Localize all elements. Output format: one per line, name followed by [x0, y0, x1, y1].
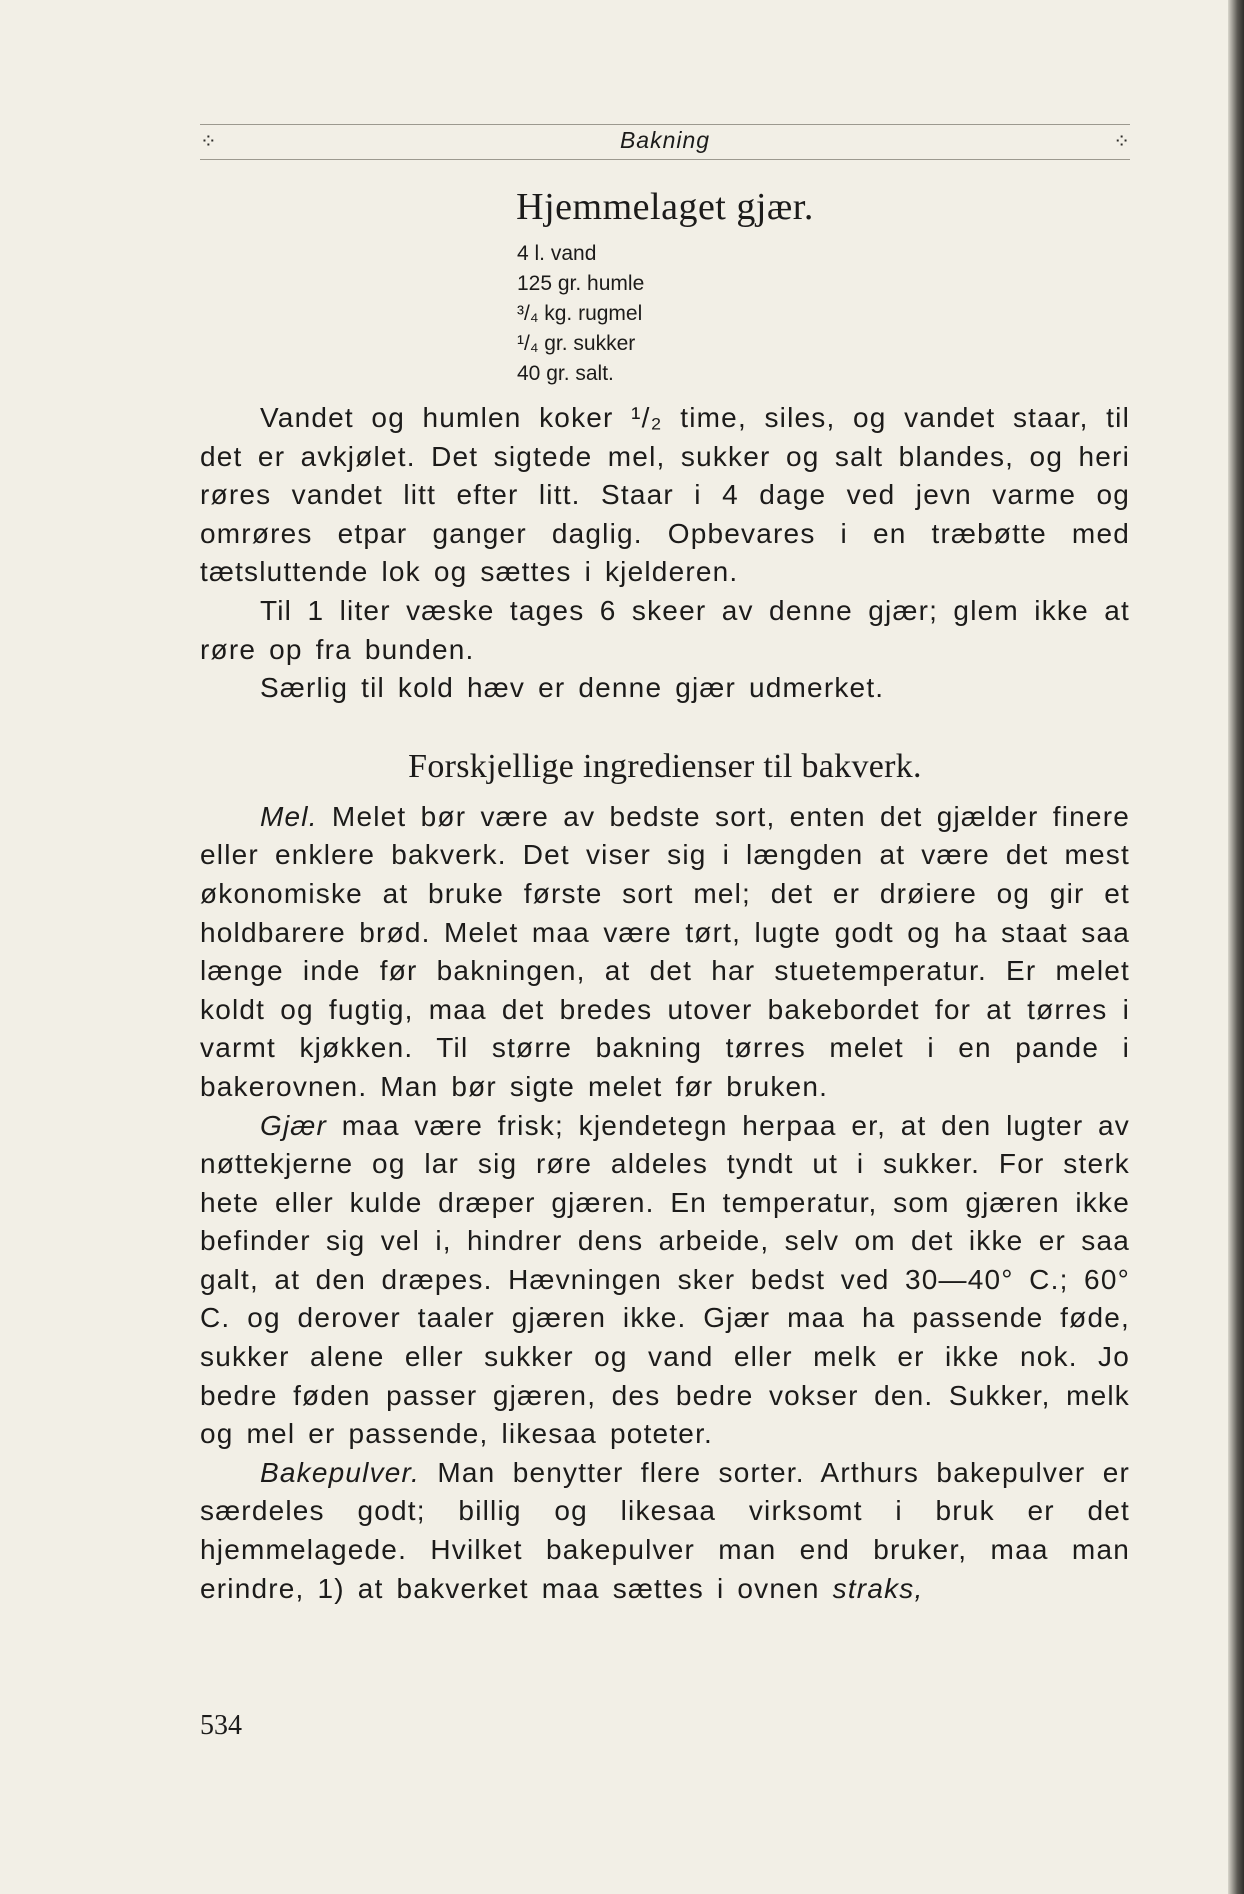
- paragraph-lead: Mel.: [260, 800, 318, 832]
- paragraph-lead: Gjær: [260, 1109, 328, 1141]
- running-head: [200, 124, 1130, 160]
- paragraph: Særlig til kold hæv er denne gjær udmerket.: [260, 672, 885, 704]
- page-number: 534: [200, 1710, 242, 1741]
- section-title-homemade-yeast: Hjemmelaget gjær.: [516, 186, 814, 228]
- paragraph: Vandet og humlen koker ¹/₂ time, siles, og vandet staar, til det er avkjølet. Det sigtede mel, sukker og salt blandes, og heri røres vandet litt efter litt. Staar i 4 dage ved jevn varme og omrøres etpar ganger daglig. Opbevares i en træbøtte med tætsluttende lok og sættes i kjelderen.: [200, 402, 1130, 588]
- ornament-left-icon: ⁘: [200, 129, 217, 153]
- paragraph-bakepulver: [200, 1454, 1130, 1608]
- paragraph-text: maa være frisk; kjendetegn herpaa er, at den lugter av nøttekjerne og lar sig røre aldeles tyndt ut i sukker. For sterk hete eller kulde dræper gjæren. En temperatur, som gjæren ikke befinder sig vel i, hindrer dens arbeide, selv om det ikke er saa galt, at den dræpes. Hævningen sker bedst ved 30—40° C.; 60° C. og derover taaler gjæren ikke. Gjær maa ha passende føde, sukker alene eller sukker og vand eller melk er ikke nok. Jo bedre føden passer gjæren, des bedre vokser den. Sukker, melk og mel er passende, likesaa poteter.: [200, 1109, 1130, 1450]
- page-content: [200, 185, 1130, 1608]
- ingredient-item: 125 gr. humle: [517, 272, 645, 295]
- section-title-ingredients: Forskjellige ingredienser til bakverk.: [408, 747, 922, 785]
- paragraph-emphasis: straks,: [819, 1572, 924, 1604]
- ingredient-item: 4 l. vand: [517, 242, 597, 265]
- ornament-right-icon: ⁘: [1113, 129, 1130, 153]
- ingredient-item: ¹/₄ gr. sukker: [517, 332, 636, 355]
- ingredient-item: ³/₄ kg. rugmel: [517, 302, 643, 325]
- paragraph-mel: [200, 798, 1130, 1107]
- paragraph: Til 1 liter væske tages 6 skeer av denne gjær; glem ikke at røre op fra bunden.: [200, 594, 1130, 665]
- ingredient-list: [517, 239, 1130, 389]
- ingredient-item: 40 gr. salt.: [517, 362, 614, 385]
- paragraph-gjaer: [200, 1107, 1130, 1454]
- paragraph-text: Melet bør være av bedste sort, enten det gjælder finere eller enklere bakverk. Det viser sig i længden at være det mest økonomiske at bruke første sort mel; det er drøiere og gir et holdbarere brød. Melet maa være tørt, lugte godt og ha staat saa længe inde før bakningen, at det har stuetemperatur. Er melet koldt og fugtig, maa det bredes utover bakebordet for at tørres i varmt kjøkken. Til større bakning tørres melet i en pande i bakerovnen. Man bør sigte melet før bruken.: [200, 800, 1130, 1102]
- running-head-title: Bakning: [619, 127, 711, 153]
- paragraph-text: Man benytter flere sorter. Arthurs bakepulver er særdeles godt; billig og likesaa virksomt i bruk er det hjemmelagede. Hvilket bakepulver man end bruker, maa man erindre, 1) at bakverket maa sættes i ovnen: [200, 1456, 1130, 1604]
- paragraph-lead: Bakepulver.: [260, 1456, 421, 1488]
- page-edge: [1228, 0, 1244, 1894]
